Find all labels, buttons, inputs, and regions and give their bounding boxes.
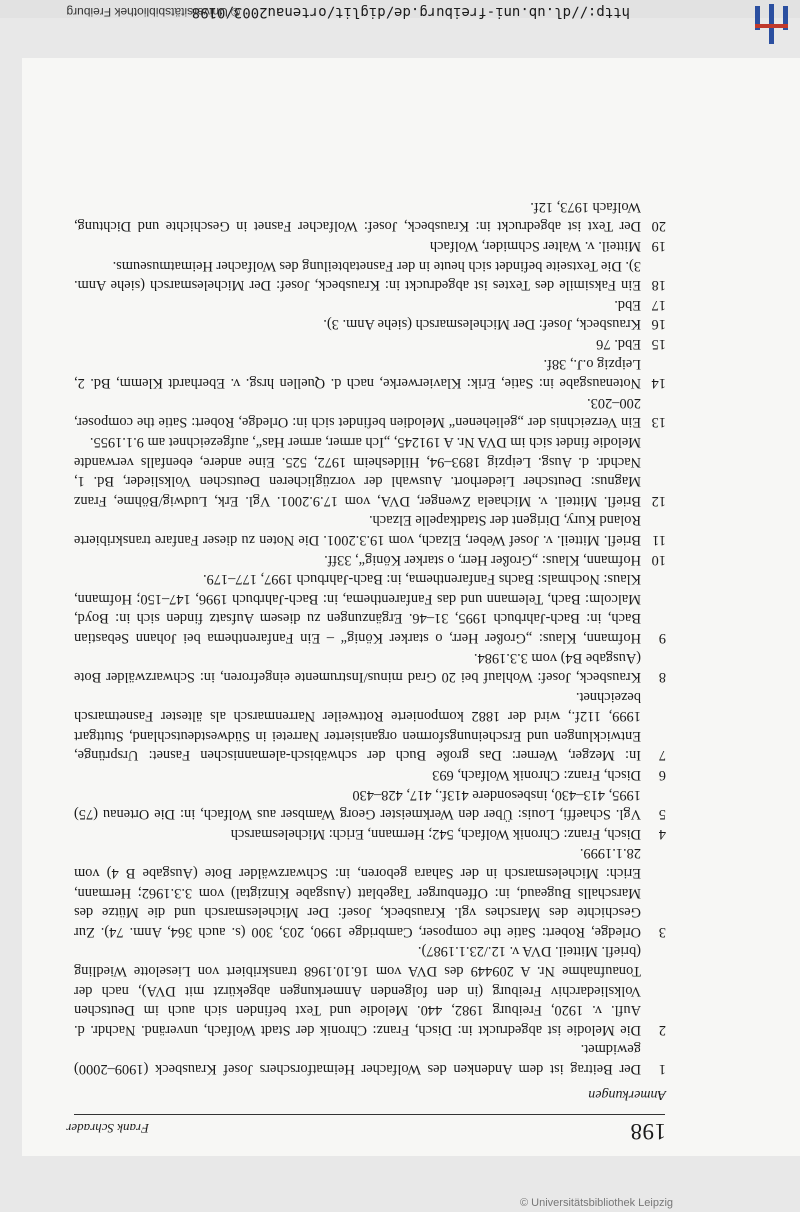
note-number: 12 [651,492,666,509]
note-number: 14 [651,375,666,392]
note-text: Der Beitrag ist dem Andenken des Wolfacher Heimatforschers Josef Krausbeck (1909–2000) gewidmet. [74,1041,641,1077]
note-item [74,196,666,235]
note-text: Hofmann, Klaus: „Großer Herr, o starker König“ – Ein Fanfarenthema bei Johann Sebastian Bach, in: Bach-Jahrbuch 1995, 31–46. Ergänzungen zu diesem Aufsatz finden sich in: Boyd, Malcolm: Bach, Telemann und das Fanfarenthema, in: Bach-Jahrbuch 1996, 147–150; Hofmann, Klaus: Nochmals: Bachs Fanfarenthema, in: Bach-Jahrbuch 1997, 177–179. [74,571,641,646]
note-item [74,314,666,334]
note-text: Disch, Franz: Chronik Wolfach, 693 [432,767,641,784]
note-number: 10 [651,551,666,568]
note-item [74,765,666,785]
notes-list [74,196,666,1078]
note-text: Ebd. [614,296,641,313]
note-item [74,431,666,509]
note-text: Mitteil. v. Walter Schmider, Wolfach [429,238,641,255]
note-item [74,784,666,823]
note-text: Krausbeck, Josef: Wohlauf bei 20 Grad minus/Instrumente eingefroren, in: Schwarzwälder Bote (Ausgabe B4) vom 3.3.1984. [74,649,641,686]
note-number: 18 [651,277,666,294]
note-text: Ebd. 76 [596,336,641,353]
note-number: 7 [658,747,666,764]
note-text: In: Mezger, Werner: Das große Buch der schwäbisch-alemannischen Fasnet: Ursprünge, Entwicklungen und Erscheinungsformen organisierter Narretei in Südwestdeutschland, Stuttgart 1999, 112f., wird der 1882 komponierte Rottweiler Narrenmarsch als ältester Fasnetmarsch bezeichnet. [74,688,641,764]
note-number: 15 [651,336,666,353]
note-number: 13 [651,414,666,431]
note-number: 20 [651,218,666,235]
note-item [74,569,666,647]
note-text: Der Text ist abgedruckt in: Krausbeck, Josef: Wolfacher Fasnet in Geschichte und Dichtung, Wolfach 1973, 12f. [74,198,641,235]
note-item [74,647,666,686]
running-head: Frank Schrader [66,1121,149,1136]
note-text: Briefl. Mitteil. v. Josef Weber, Elzach, vom 19.3.2001. Die Noten zu dieser Fanfare transkribierte Roland Kury, Dirigent der Stadtkapelle Elzach. [74,512,641,548]
note-item [74,294,666,314]
note-item [74,353,666,392]
note-text: Ein Verzeichnis der „geliehenen“ Melodien befindet sich in: Orledge, Robert: Satie the composer, 200–203. [74,394,641,431]
note-item [74,235,666,255]
note-number: 17 [651,296,666,313]
note-text: Ein Faksimile des Textes ist abgedruckt in: Krausbeck, Josef: Der Michelesmarsch (siehe Anm. 3). Die Textseite befindet sich heute in der Fasnetabteilung des Wolfacher Heimatmuseums. [74,257,641,294]
note-item [74,823,666,843]
footer-copyright: © Universitätsbibliothek Freiburg [66,5,240,19]
note-number: 4 [658,825,666,842]
note-number: 19 [651,238,666,255]
note-number: 6 [658,767,666,784]
note-number: 11 [652,531,666,548]
page-number: 198 [630,1119,666,1144]
note-item [74,1039,666,1078]
note-text: Hofmann, Klaus: „Großer Herr, o starker König“, 33ff. [324,551,641,568]
note-text: Krausbeck, Josef: Der Michelesmarsch (siehe Anm. 3). [323,316,641,333]
note-number: 8 [658,669,666,686]
note-item [74,333,666,353]
note-item [74,549,666,569]
note-text: Notenausgabe in: Satie, Erik: Klavierwerke, nach d. Quellen hrsg. v. Eberhardt Klemm, Bd. 2, Leipzig o.J., 38f. [74,355,641,392]
note-item [74,843,666,941]
note-text: Vgl. Schaeffi, Louis: Über den Werkmeister Georg Wambser aus Wolfach, in: Die Ortenau (75) 1995, 413–430, insbesondere 413f., 417, 428–430 [74,786,641,823]
faint-copyright: © Universitätsbibliothek Leipzig [520,1197,674,1209]
footer-url[interactable]: http://dl.ub.uni-freiburg.de/diglit/ortenau2003/0198 [191,4,630,20]
note-item [74,392,666,431]
header-rule [74,1114,665,1115]
note-text: Disch, Franz: Chronik Wolfach, 542; Hermann, Erich: Michelesmarsch [230,825,641,842]
note-text: Orledge, Robert: Satie the composer, Cambridge 1990, 203, 300 (s. auch 364, Anm. 74). Zur Geschichte des Marsches vgl. Krausbeck, Josef: Der Michelesmarsch und die Mütze des Marschalls Bugeaud, in: Offenburger Tageblatt (Ausgabe Kinzigtal) vom 3.3.1962; Hermann, Erich: Michelesmarsch in der Sahara geboren, in: Schwarzwälder Bote (Ausgabe B 4) vom 28.1.1999. [74,845,641,940]
footer-bar [0,0,800,22]
library-logo-icon [740,0,800,44]
note-text: Die Melodie ist abgedruckt in: Disch, Franz: Chronik der Stadt Wolfach, unveränd. Nachdr. d. Aufl. v. 1920, Freiburg 1982, 440. Melodie und Text befinden sich auch im Deutschen Volksliedarchiv Freiburg (in den folgenden Anmerkungen abgekürzt mit DVA), nach der Tonaufnahme Nr. A 209449 des DVA vom 16.10.1968 transkribiert von Lieselotte Wiedling (briefl. Mitteil. DVA v. 12./23.1.1987). [74,943,641,1038]
note-item [74,941,666,1039]
note-item [74,510,666,549]
note-number: 5 [658,806,666,823]
note-number: 1 [658,1061,666,1077]
note-number: 3 [658,923,666,940]
note-item [74,255,666,294]
section-title: Anmerkungen [588,1087,666,1102]
note-number: 16 [651,316,666,333]
note-number: 9 [658,629,666,646]
note-text: Briefl. Mitteil. v. Michaela Zwenger, DVA, vom 17.9.2001. Vgl. Erk, Ludwig/Böhme, Franz Magnus: Deutscher Liederhort. Auswahl der vorzüglicheren Deutschen Volkslieder, Bd. 1, Nachdr. d. Ausg. Leipzig 1893–94, Hildesheim 1972, 525. Eine andere, ebenfalls verwandte Melodie findet sich im DVA Nr. A 191245, „Ich armer, armer Has“, aufgezeichnet am 9.1.1955. [74,434,641,509]
note-number: 2 [658,1021,666,1038]
note-item [74,686,666,764]
